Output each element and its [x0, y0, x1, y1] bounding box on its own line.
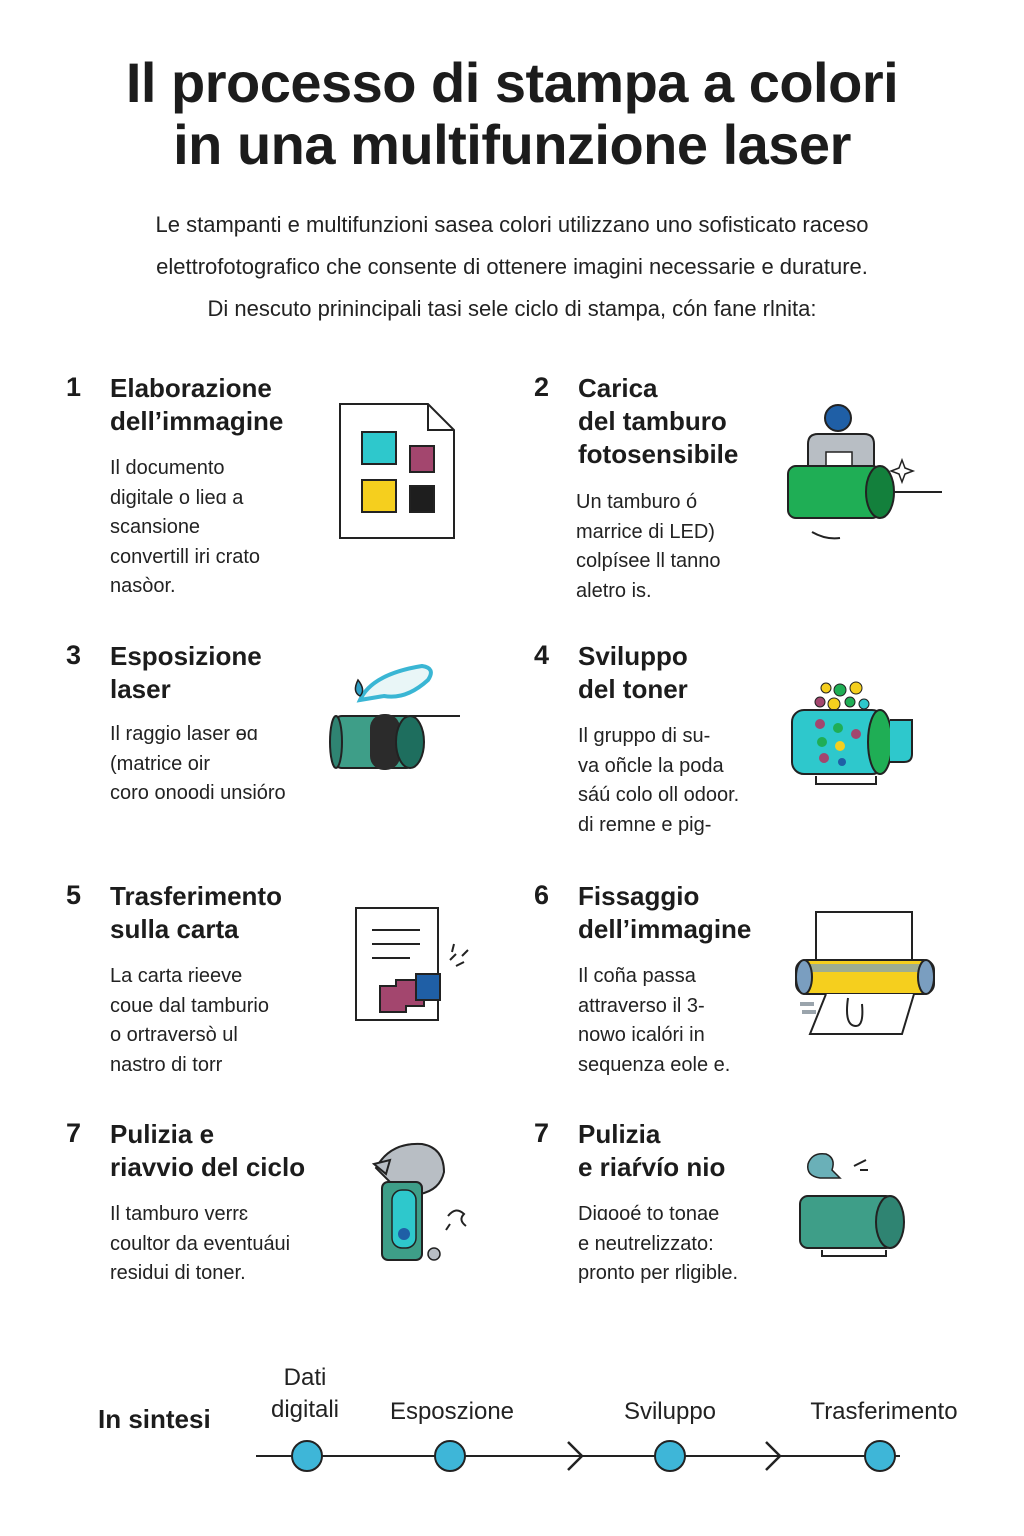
step-title-line: dell’immagine — [578, 914, 752, 944]
step-text-line: marrice di LED) — [576, 520, 715, 543]
timeline-label-sviluppo — [600, 1396, 740, 1428]
timeline-label-line: Dati — [283, 1364, 327, 1391]
step-description — [578, 962, 730, 1080]
step-title-line: del toner — [578, 674, 688, 704]
timeline-label-line: Esposzione — [389, 1398, 515, 1425]
intro-paragraph — [40, 204, 984, 330]
laser-drum-icon — [326, 660, 466, 776]
step-title-line: Elaborazione — [110, 373, 272, 403]
fuser-roller-icon — [790, 908, 942, 1042]
step-number: 6 — [534, 880, 550, 910]
step-text-line: nastro di torr — [110, 1053, 223, 1076]
step-text-line: digitale o lieɑ a — [110, 486, 244, 509]
charged-drum-icon — [782, 400, 948, 546]
step-text-line: La carta rieeve — [110, 965, 243, 987]
step-description — [578, 722, 739, 840]
paper-transfer-icon — [352, 902, 476, 1026]
step-title-line: Esposizione — [110, 641, 262, 671]
step-title-line: e riaŕvío nio — [578, 1152, 726, 1182]
timeline-label-dati-digitali — [240, 1362, 370, 1426]
step-text-line: (matrice oir — [110, 752, 211, 775]
step-text-line: attraverso il 3- — [578, 994, 705, 1017]
step-title-line: dell’immagine — [110, 406, 284, 436]
step-text-line: scansione — [110, 516, 201, 538]
step-title-line: Pulizia — [578, 1119, 661, 1149]
step-text-line: e neutrelizzato: — [578, 1232, 714, 1255]
step-title-line: Sviluppo — [578, 641, 688, 671]
step-number: 7 — [534, 1118, 550, 1148]
step-title — [578, 372, 738, 471]
summary-timeline — [250, 1430, 910, 1486]
step-text-line: Il tamburo verrɛ — [110, 1203, 249, 1225]
step-description — [110, 962, 269, 1080]
summary-label: In sintesi — [98, 1404, 211, 1434]
step-description — [578, 1200, 738, 1289]
title-line-1: Il processo di stampa a colori — [125, 51, 899, 114]
step-text-line: Il documento — [110, 457, 225, 479]
step-text-line: coro onoodi unsióro — [110, 782, 286, 804]
step-title-line: Carica — [578, 373, 658, 403]
step-text-line: va oñcle la poda — [578, 754, 724, 777]
step-title — [578, 640, 688, 706]
toner-developer-icon — [786, 680, 920, 792]
step-text-line: pronto per rligible. — [578, 1262, 739, 1284]
step-title-line: Fissaggio — [578, 881, 700, 911]
step-number: 4 — [534, 640, 550, 670]
step-text-line: o ortraversò ul — [110, 1024, 238, 1046]
timeline-label-line: Sviluppo — [623, 1398, 717, 1425]
intro-line-1: Le stampanti e multifunzioni sasea colori utilizzano uno sofisticato raceso — [155, 212, 869, 237]
step-title — [110, 1118, 305, 1184]
intro-line-3: Di nescuto prinincipali tasi sele ciclo di stampa, cón fane rlnita: — [207, 296, 817, 321]
step-title-line: sulla carta — [110, 914, 239, 944]
step-title-line: laser — [110, 674, 171, 704]
step-text-line: nowo icalóri in — [578, 1024, 705, 1046]
step-text-line: colpísee ll tanno — [576, 550, 721, 572]
step-text-line: di remne e pig- — [578, 813, 712, 836]
step-text-line: nasòor. — [110, 575, 176, 597]
intro-line-2: elettrofotografico che consente di ottenere imagini necessarie e durature. — [156, 254, 868, 279]
document-color-blocks-icon — [336, 400, 460, 544]
step-text-line: residui di toner. — [110, 1262, 246, 1284]
title-line-2: in una multifunzione laser — [173, 113, 851, 176]
step-title — [110, 640, 262, 706]
step-title-line: riavvio del ciclo — [110, 1152, 306, 1182]
step-text-line: coue dal tamburio — [110, 994, 269, 1017]
timeline-dot-dati-digitali — [292, 1441, 322, 1471]
step-description — [110, 454, 260, 602]
step-title-line: del tamburo — [578, 406, 727, 436]
step-title — [578, 880, 751, 946]
step-description — [576, 488, 721, 606]
timeline-dot-esposizione — [435, 1441, 465, 1471]
step-text-line: coultor da eventuáui — [110, 1232, 291, 1255]
timeline-label-trasferimento — [786, 1396, 982, 1428]
timeline-dot-sviluppo — [655, 1441, 685, 1471]
step-text-line: Il raggio laser ɵɑ — [110, 723, 258, 745]
timeline-label-esposizione — [366, 1396, 538, 1428]
step-number: 7 — [66, 1118, 82, 1148]
page-title — [0, 52, 1024, 176]
step-text-line: Il coña passa — [578, 965, 696, 987]
step-title — [110, 372, 283, 438]
step-text-line: Il gruppo di su- — [578, 725, 711, 747]
step-number: 3 — [66, 640, 82, 670]
step-text-line: convertill iri crato — [110, 545, 261, 568]
timeline-dot-trasferimento — [865, 1441, 895, 1471]
step-number: 1 — [66, 372, 82, 402]
step-text-line: sáú colo oll odoor. — [578, 784, 740, 806]
step-number: 2 — [534, 372, 550, 402]
step-description — [110, 720, 286, 809]
step-title-line: Trasferimento — [110, 881, 282, 911]
step-number: 5 — [66, 880, 82, 910]
step-title-line: Pulizia e — [110, 1119, 215, 1149]
step-title — [578, 1118, 725, 1184]
step-text-line: sequenza eole e. — [578, 1053, 731, 1076]
step-text-line: Diɑooé to tonae — [578, 1203, 720, 1225]
timeline-label-line: digitali — [270, 1396, 340, 1423]
cleaning-blade-icon — [366, 1138, 472, 1266]
reset-drum-icon — [794, 1146, 914, 1260]
step-text-line: Un tamburo ó — [576, 491, 698, 513]
step-title-line: fotosensibile — [578, 439, 739, 469]
step-description — [110, 1200, 290, 1289]
timeline-label-line: Trasferimento — [810, 1398, 958, 1425]
step-title — [110, 880, 282, 946]
step-text-line: aletro is. — [576, 579, 652, 602]
